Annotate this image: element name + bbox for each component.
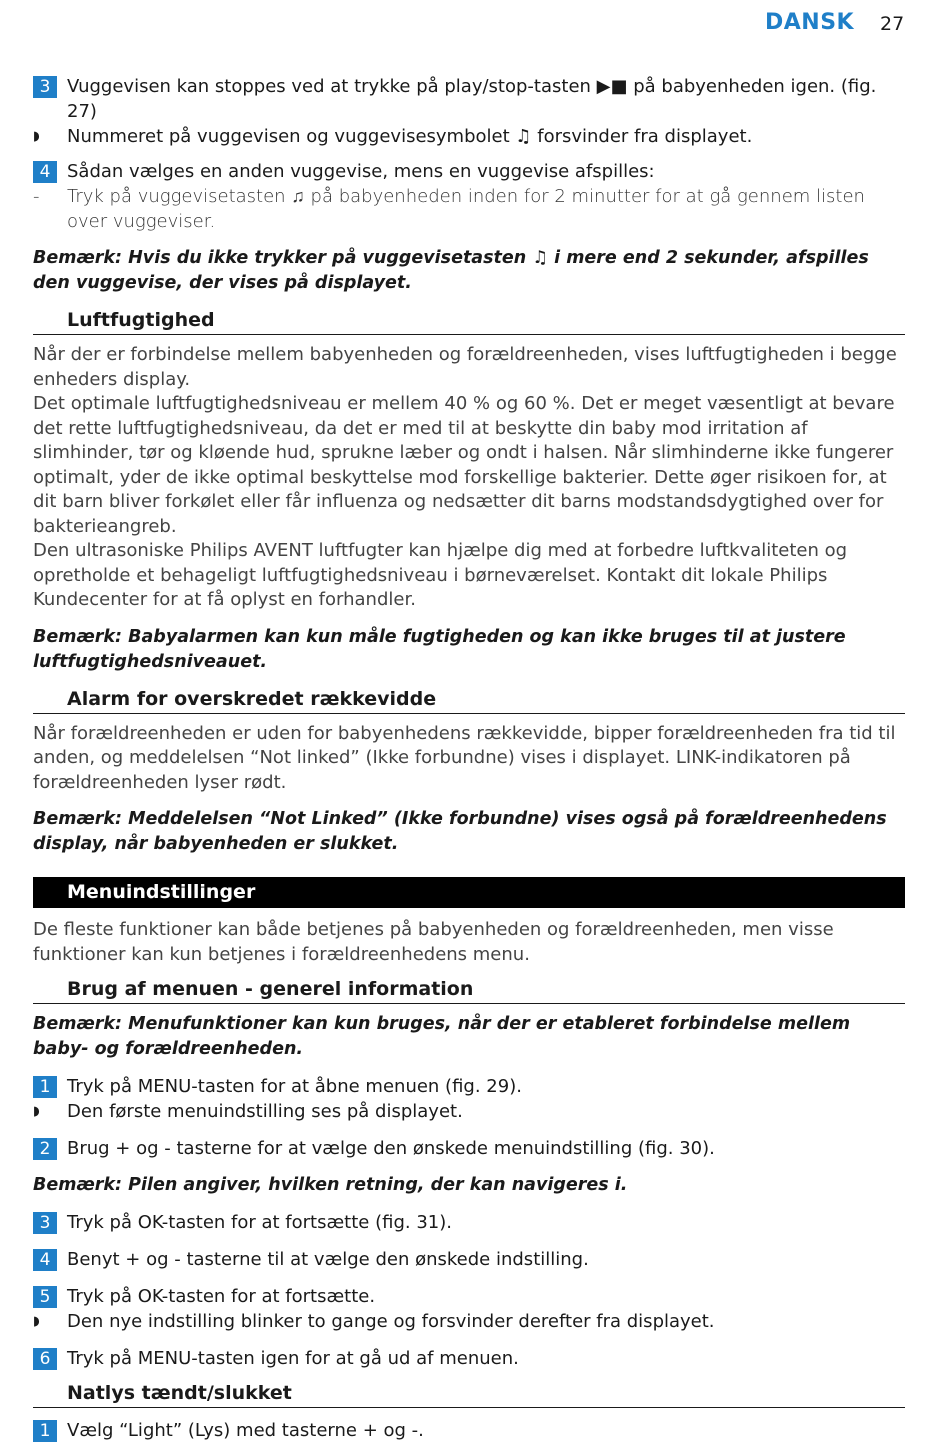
menu-step-1 [33,1074,905,1099]
step-number-badge: 3 [33,1212,57,1234]
humidity-paragraph-1: Når der er forbindelse mellem babyenheden og forældreenheden, vises luftfugtigheden i begge enheders display. [33,344,897,390]
menu-note-2: Bemærk: Pilen angiver, hvilken retning, der kan navigeres i. [33,1175,628,1195]
page-number: 27 [880,13,905,35]
menu-step-3 [33,1210,905,1235]
lullaby-step-4-substep [33,184,905,234]
menu-step-5 [33,1284,905,1309]
step-text: Sådan vælges en anden vuggevise, mens en vuggevise afspilles: [67,161,655,182]
substep-text: Tryk på vuggevisetasten ♫ på babyenheden inden for 2 minutter for at gå gennem listen over vuggeviser. [67,186,865,232]
result-bullet-icon: ◗ [33,1104,40,1119]
step-number-badge: 4 [33,161,57,183]
humidity-note: Bemærk: Babyalarmen kan kun måle fugtigheden og kan ikke bruges til at justere luftfugtighedsniveauet. [33,626,846,672]
humidity-paragraph-2: Det optimale luftfugtighedsniveau er mellem 40 % og 60 %. Det er meget væsentligt at bevare det rette luftfugtighedsniveau, da det er med til at beskytte din baby mod irritation af slimhinder, tør og kløende hud, sprukne læber og ondt i halsen. Når slimhinderne ikke fungerer optimalt, yder de ikke optimal beskyttelse mod forskellige bakterier. Dette øger risikoen for, at dit barn bliver forkølet eller får influenza og nedsætter dit barns modstandsdygtighed over for bakterieangreb. [33,393,895,537]
step-text: Tryk på OK-tasten for at fortsætte (fig. 31). [67,1212,452,1233]
lullaby-note: Bemærk: Hvis du ikke trykker på vuggevisetasten ♫ i mere end 2 sekunder, afspilles den vuggevise, der vises på displayet. [33,248,869,293]
range-alarm-heading: Alarm for overskredet rækkevidde [33,687,905,714]
step-text: Vuggevisen kan stoppes ved at trykke på play/stop-tasten ▶■ på babyenheden igen. (fig. 27) [67,76,877,122]
menu-step-6 [33,1346,905,1371]
step-number-badge: 1 [33,1420,57,1442]
result-text: Den nye indstilling blinker to gange og forsvinder derefter fra displayet. [67,1311,715,1332]
lullaby-step-3-result [33,124,905,149]
step-number-badge: 2 [33,1138,57,1160]
humidity-heading: Luftfugtighed [33,308,905,335]
menu-note-1: Bemærk: Menufunktioner kan kun bruges, når der er etableret forbindelse mellem baby- og forældreenheden. [33,1014,851,1059]
menu-step-4 [33,1247,905,1272]
step-text: Tryk på MENU-tasten for at åbne menuen (fig. 29). [67,1076,522,1097]
menu-step-5-result [33,1309,905,1334]
result-bullet-icon: ◗ [33,129,40,144]
humidity-paragraph-3: Den ultrasoniske Philips AVENT luftfugter kan hjælpe dig med at forbedre luftkvaliteten og opretholde et behageligt luftfugtighedsniveau i børneværelset. Kontakt dit lokale Philips Kundecenter for at få oplyst en forhandler. [33,540,848,610]
result-bullet-icon: ◗ [33,1314,40,1329]
result-text: Den første menuindstilling ses på displayet. [67,1101,463,1122]
dash-marker: - [33,186,40,207]
step-number-badge: 5 [33,1286,57,1308]
step-text: Brug + og - tasterne for at vælge den ønskede menuindstilling (fig. 30). [67,1138,715,1159]
menu-general-heading: Brug af menuen - generel information [33,977,905,1004]
menu-intro: De fleste funktioner kan både betjenes på babyenheden og forældreenheden, men visse funktioner kan kun betjenes i forældreenhedens menu. [33,919,834,965]
menu-step-2 [33,1136,905,1161]
step-text: Vælg “Light” (Lys) med tasterne + og -. [67,1420,424,1441]
result-text: Nummeret på vuggevisen og vuggevisesymbolet ♫ forsvinder fra displayet. [67,126,753,147]
menu-step-1-result [33,1099,905,1124]
range-alarm-note: Bemærk: Meddelelsen “Not Linked” (Ikke forbundne) vises også på forældreenhedens display, når babyenheden er slukket. [33,809,887,854]
step-text: Tryk på MENU-tasten igen for at gå ud af menuen. [67,1348,519,1369]
step-text: Tryk på OK-tasten for at fortsætte. [67,1286,376,1307]
lullaby-step-3 [33,74,905,124]
page-content [33,74,905,1443]
night-light-heading: Natlys tændt/slukket [33,1381,905,1408]
page-language: DANSK [765,10,855,35]
lullaby-step-4 [33,159,905,184]
night-light-step-1 [33,1418,905,1443]
step-number-badge: 1 [33,1076,57,1098]
step-number-badge: 6 [33,1348,57,1370]
step-text: Benyt + og - tasterne til at vælge den ønskede indstilling. [67,1249,589,1270]
menu-settings-heading: Menuindstillinger [33,877,905,908]
step-number-badge: 4 [33,1249,57,1271]
step-number-badge: 3 [33,76,57,98]
range-alarm-paragraph: Når forældreenheden er uden for babyenhedens rækkevidde, bipper forældreenheden fra tid til anden, og meddelelsen “Not linked” (Ikke forbundne) vises i displayet. LINK-indikatoren på forældreenheden lyser rødt. [33,722,896,793]
